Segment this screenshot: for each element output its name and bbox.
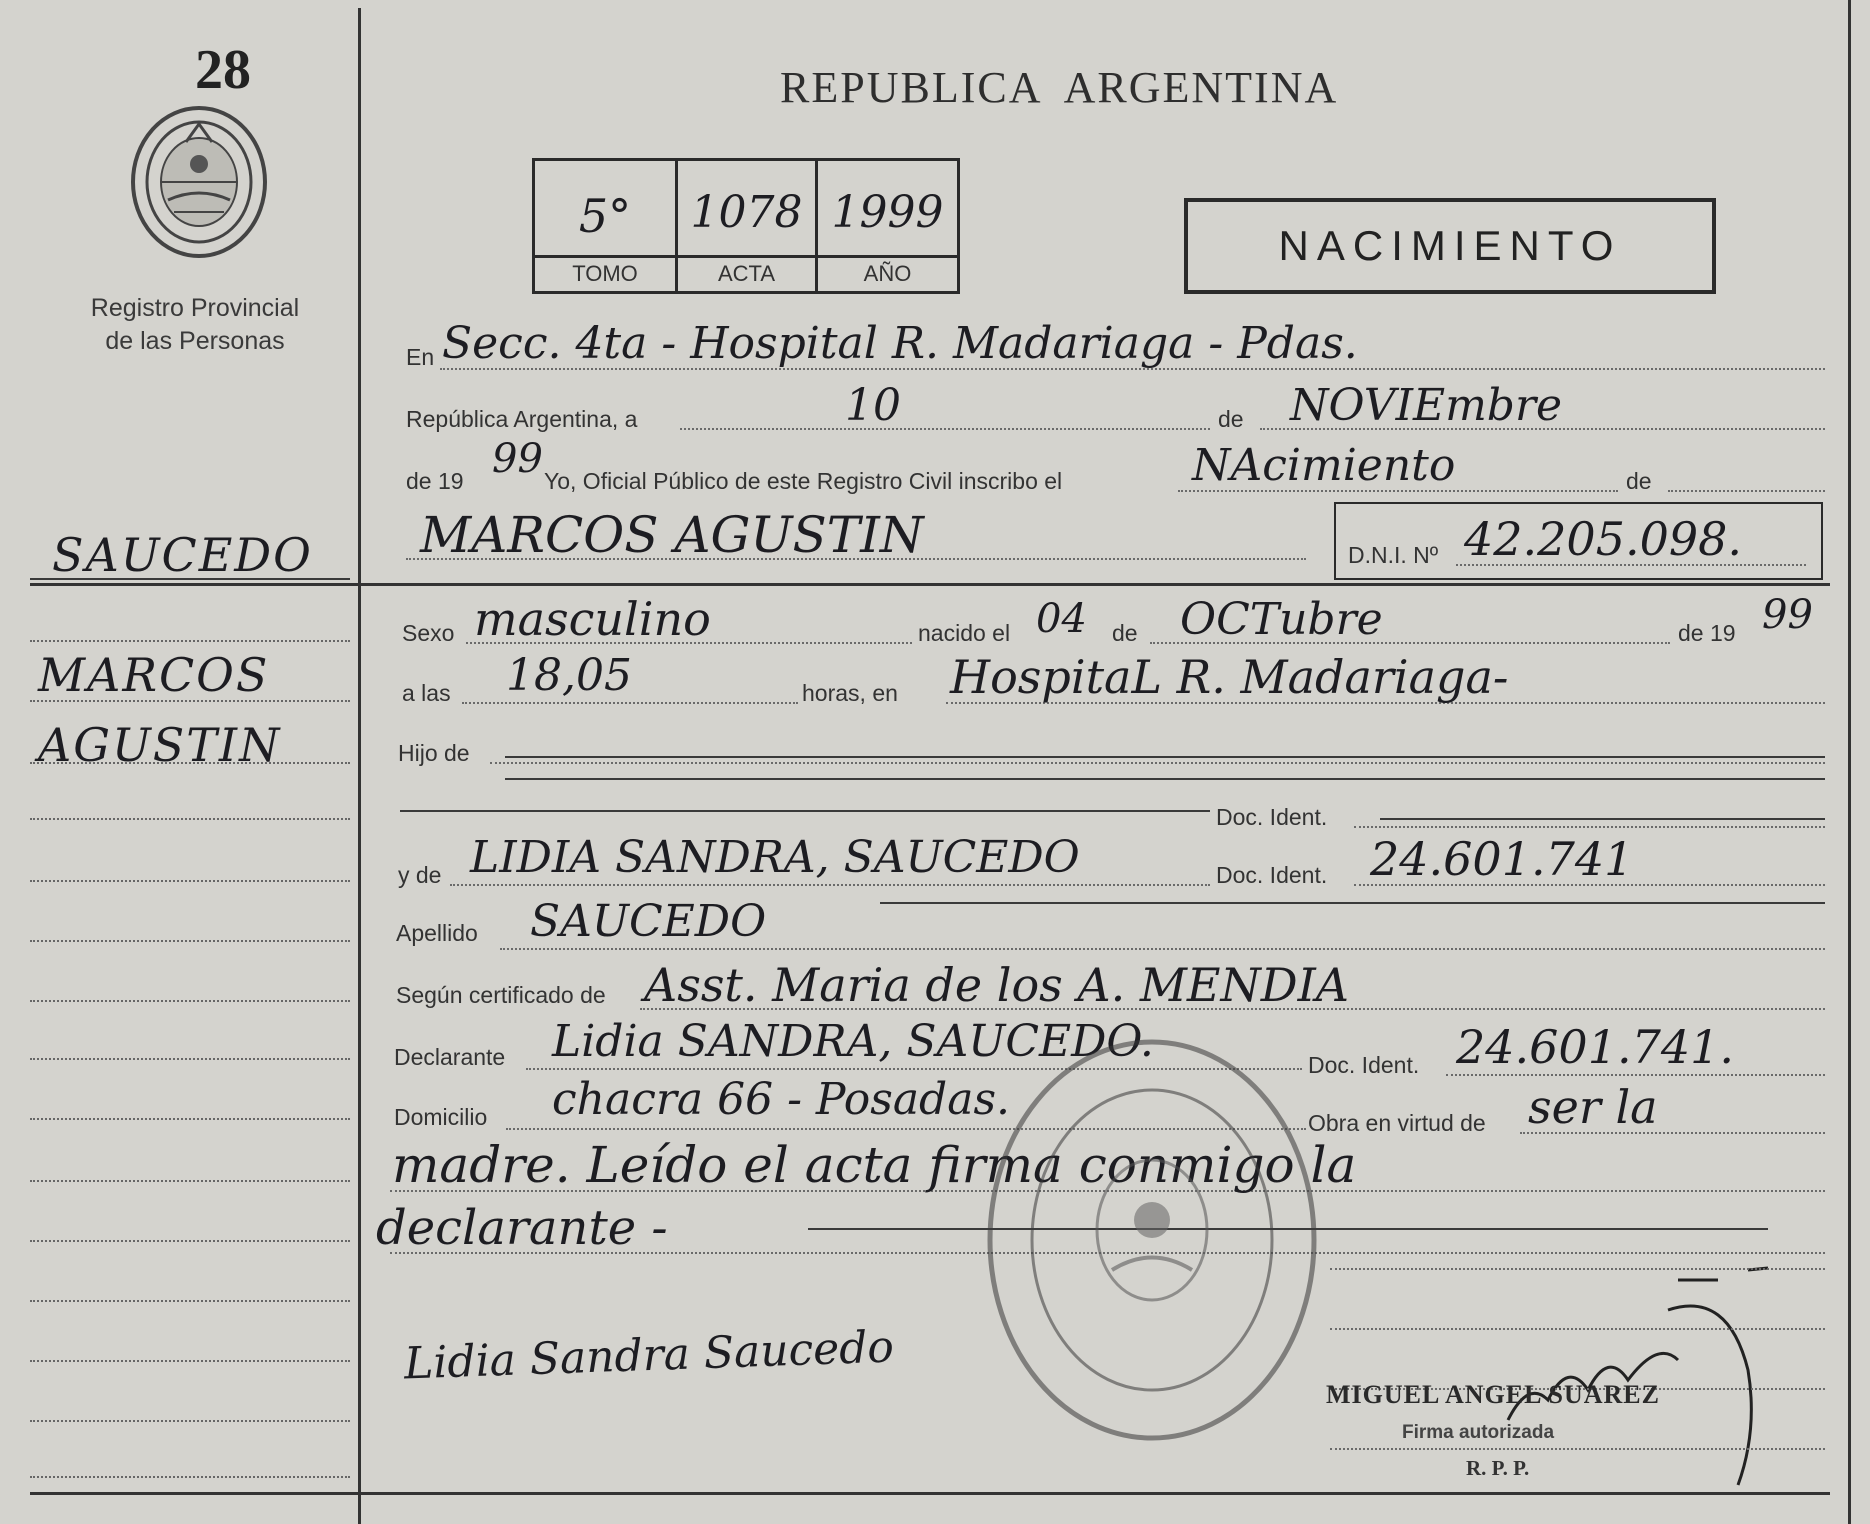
sidebar-line	[30, 940, 350, 942]
birth-month-de-label: de	[1112, 620, 1138, 646]
text-line-2: declarante -	[376, 1200, 668, 1256]
declarante-value: Lidia SANDRA, SAUCEDO.	[552, 1016, 1154, 1067]
birth-month-value: OCTubre	[1180, 594, 1383, 645]
day-line	[680, 428, 1210, 430]
sidebar-line	[30, 700, 350, 702]
page-number: 28	[195, 39, 251, 101]
place-value: HospitaL R. Madariaga-	[950, 650, 1509, 704]
sidebar-surname-underline	[30, 578, 350, 580]
officer-office: R. P. P.	[1466, 1456, 1530, 1480]
declarante-doc-label: Doc. Ident.	[1308, 1052, 1420, 1078]
anio-label: AÑO	[863, 261, 912, 286]
mother-value: LIDIA SANDRA, SAUCEDO	[470, 832, 1080, 883]
hijo-line	[490, 762, 1825, 764]
sidebar-line	[30, 762, 350, 764]
apellido-line	[500, 948, 1825, 950]
inscribo-de-label: de	[1626, 468, 1652, 494]
sidebar-divider	[358, 8, 361, 1524]
year-value: 99	[492, 436, 543, 482]
y-de-label: y de	[398, 862, 442, 888]
right-border	[1848, 0, 1851, 1524]
sidebar-line	[30, 1476, 350, 1478]
apellido-value: SAUCEDO	[530, 896, 767, 947]
hijo-strike-1	[505, 756, 1825, 758]
sidebar-line	[30, 1300, 350, 1302]
registry-name	[60, 292, 330, 358]
father-doc-strike	[1380, 818, 1825, 820]
sexo-label: Sexo	[402, 620, 455, 646]
declarant-signature: Lidia Sandra Saucedo	[403, 1321, 895, 1390]
hijo-label: Hijo de	[398, 740, 470, 766]
registry-index-box	[532, 158, 960, 294]
father-strike	[400, 810, 1210, 812]
sidebar-line	[30, 1000, 350, 1002]
sidebar-given-name-1: MARCOS	[38, 648, 270, 702]
hour-value: 18,05	[506, 650, 632, 701]
inscribo-de-line	[1668, 490, 1825, 492]
provincial-seal-icon	[128, 102, 270, 262]
mother-doc-label: Doc. Ident.	[1216, 862, 1328, 888]
tomo-label: TOMO	[572, 261, 638, 286]
declarante-doc-value: 24.601.741.	[1456, 1020, 1734, 1074]
officer-line-2	[1330, 1328, 1825, 1330]
birth-year-value: 99	[1762, 592, 1813, 638]
sidebar-surname: SAUCEDO	[52, 528, 313, 582]
obra-label: Obra en virtud de	[1308, 1110, 1486, 1136]
hijo-strike-2	[505, 778, 1825, 780]
mother-line	[450, 884, 1210, 886]
birth-day-value: 04	[1036, 596, 1087, 642]
sidebar-line	[30, 1240, 350, 1242]
apellido-strike	[880, 902, 1825, 904]
dni-value: 42.205.098.	[1464, 512, 1742, 566]
obra-value: ser la	[1528, 1080, 1658, 1134]
officer-name: MIGUEL ANGEL SUAREZ	[1326, 1380, 1660, 1409]
acta-label: ACTA	[717, 261, 776, 286]
sidebar-line	[30, 1360, 350, 1362]
father-doc-line	[1354, 826, 1825, 828]
mother-doc-value: 24.601.741	[1370, 832, 1634, 886]
republica-label: República Argentina, a	[406, 406, 638, 432]
sidebar-line	[30, 818, 350, 820]
declarante-doc-line	[1446, 1074, 1825, 1076]
registry-line-2: de las Personas	[105, 327, 285, 355]
sidebar-line	[30, 640, 350, 642]
name-value: MARCOS AGUSTIN	[420, 506, 924, 564]
sidebar-line	[30, 880, 350, 882]
bottom-divider	[30, 1492, 1830, 1495]
acta-value: 1078	[690, 187, 803, 238]
domicilio-value: chacra 66 - Posadas.	[552, 1074, 1011, 1125]
record-type-label: NACIMIENTO	[1278, 222, 1622, 269]
dni-label: D.N.I. Nº	[1348, 542, 1439, 568]
day-value: 10	[845, 380, 901, 431]
en-label: En	[406, 344, 435, 370]
officer-title: Firma autorizada	[1402, 1422, 1555, 1443]
sidebar-line	[30, 1118, 350, 1120]
sexo-value: masculino	[474, 592, 711, 646]
text-line-1: madre. Leído el acta firma conmigo la	[392, 1136, 1357, 1194]
segun-label: Según certificado de	[396, 982, 606, 1008]
country-title: REPUBLICA ARGENTINA	[780, 63, 1339, 112]
horas-label: horas, en	[802, 680, 898, 706]
officer-line-4	[1330, 1448, 1825, 1450]
birth-year-label: de 19	[1678, 620, 1736, 646]
declarante-label: Declarante	[394, 1044, 506, 1070]
registry-line-1: Registro Provincial	[90, 294, 300, 322]
tomo-value: 5°	[578, 189, 632, 243]
official-stamp-icon	[982, 1030, 1322, 1450]
month-de-label: de	[1218, 406, 1244, 432]
sidebar-line	[30, 1180, 350, 1182]
a-las-label: a las	[402, 680, 451, 706]
month-value: NOVIEmbre	[1290, 380, 1563, 431]
segun-value: Asst. Maria de los A. MENDIA	[644, 958, 1350, 1012]
hour-line	[462, 702, 798, 704]
domicilio-label: Domicilio	[394, 1104, 488, 1130]
sidebar-line	[30, 1420, 350, 1422]
section-divider	[30, 583, 1830, 586]
officer-line-1	[1330, 1268, 1825, 1270]
anio-value: 1999	[831, 187, 944, 238]
inscribo-label: Yo, Oficial Público de este Registro Civil inscribo el	[544, 468, 1063, 494]
en-value: Secc. 4ta - Hospital R. Madariaga - Pdas.	[442, 318, 1358, 369]
inscribo-value: NAcimiento	[1192, 440, 1456, 491]
dni-box	[1334, 502, 1823, 580]
sidebar-line	[30, 1058, 350, 1060]
year-prefix-label: de 19	[406, 468, 464, 494]
officer-signature-icon	[1488, 1250, 1788, 1490]
name-line	[406, 558, 1306, 560]
father-doc-label: Doc. Ident.	[1216, 804, 1328, 830]
sidebar-given-name-2: AGUSTIN	[38, 718, 282, 772]
nacido-label: nacido el	[918, 620, 1011, 646]
apellido-label: Apellido	[396, 920, 478, 946]
record-type-box	[1184, 198, 1716, 294]
